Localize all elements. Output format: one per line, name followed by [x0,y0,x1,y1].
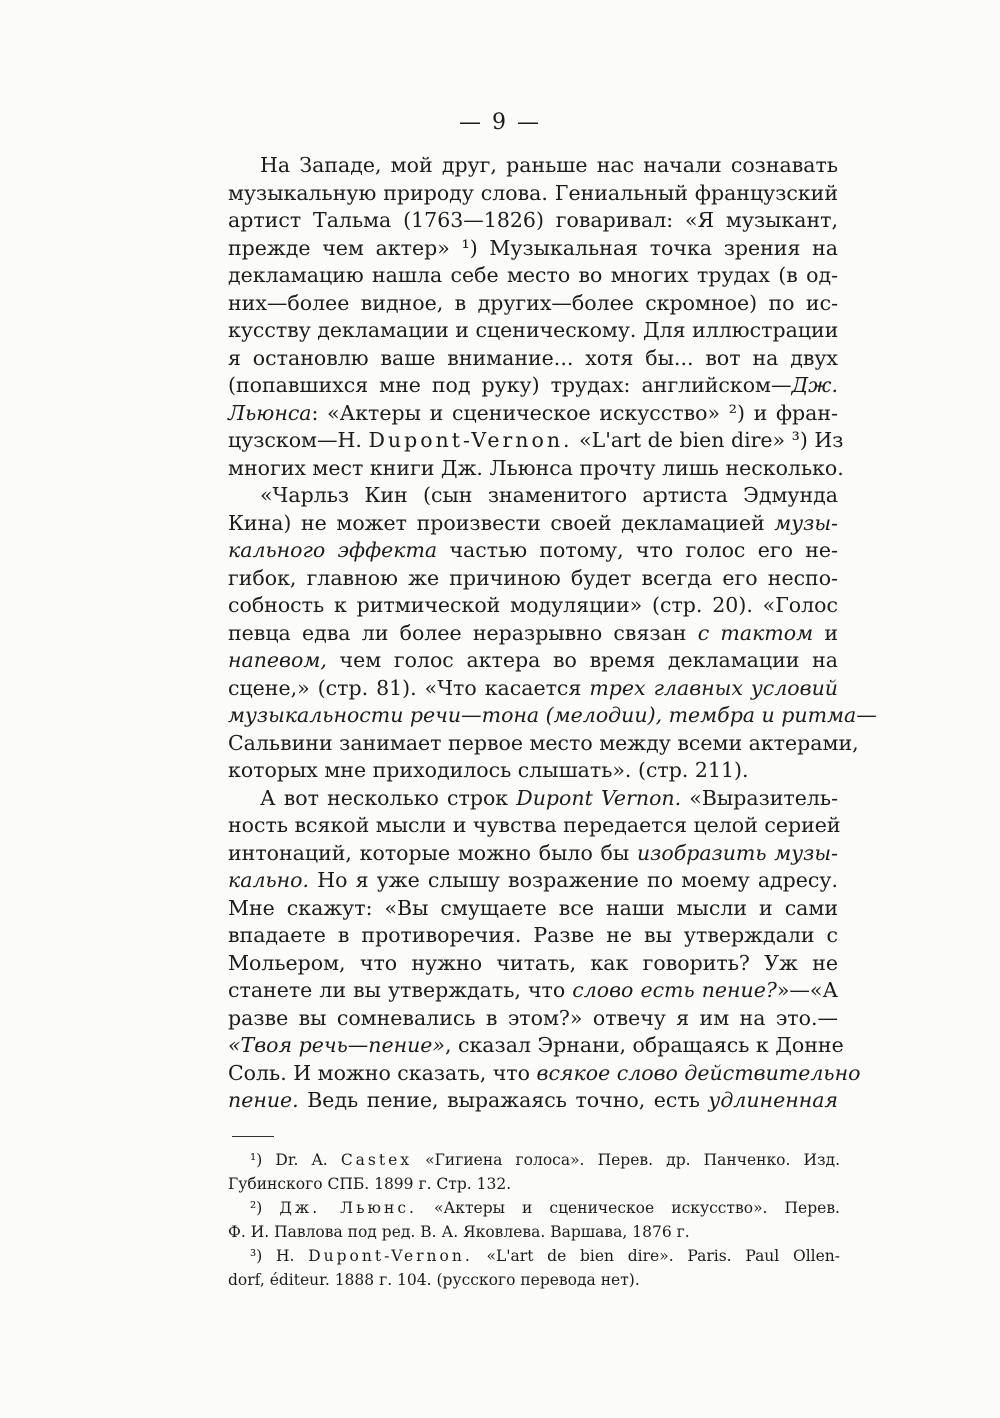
text-line: «Чарльз Кин (сын знаменитого артиста Эдмунда [260,483,838,507]
footnote-line [228,1244,840,1268]
text-line: музыкальную природу слова. Гениальный французский [228,180,838,205]
text-run: сцене,» (стр. 81). «Что касается [228,675,590,700]
text-line [228,867,838,895]
italic-run: изобразить музы- [636,840,838,865]
text-run: А вот несколько строк [260,785,517,810]
text-run: чем голос актера во время декламации на [326,648,838,672]
text-line [228,785,838,813]
footnote-line [228,1148,840,1172]
text-run: Dr. A. [275,1151,341,1169]
italic-run: удлиненная [708,1088,838,1112]
text-line [228,620,838,648]
italic-run: «Твоя речь—пение» [228,1033,445,1057]
author-name: Льюнса [228,400,312,425]
text-line [228,977,838,1005]
text-line: впадаете в противоречия. Разве не вы утверждали с [228,923,838,947]
text-run: певца едва ли более неразрывно связан [228,620,698,645]
text-run: Ведь пение, выражаясь точно, есть [298,1088,709,1112]
text-line: я остановлю ваше внимание... хотя бы... вот на двух [228,345,838,370]
text-line: кусству декламации и сценическому. Для иллюстрации [228,318,839,342]
text-line: На Западе, мой друг, раньше нас начали сознавать [260,153,838,177]
footnote-marker: ²) [250,1199,263,1217]
text-line: многих мест книги Дж. Льюнса прочту лишь несколько. [228,455,844,480]
italic-run: пение. [228,1088,299,1112]
footnote-marker: ³) [250,1247,263,1265]
text-run: , сказал Эрнани, обращаясь к Донне [444,1033,844,1057]
text-line [228,647,838,675]
text-run: Но я уже слышу возражение по моему адресу. [309,868,838,892]
text-line [228,702,877,730]
text-run: «Актеры и сценическое искусство». Перев. [416,1199,840,1217]
text-run: Кина) не может произвести своей декламацией [228,510,775,535]
text-run: частью потому, что голос его не- [437,538,838,562]
text-run: »—«А [776,978,838,1002]
text-line: Мне скажут: «Вы смущаете все наши мысли и сами [228,895,838,920]
text-line: артист Тальма (1763—1826) говаривал: «Я музыкант, [228,208,838,232]
text-line: гибок, главною же причиною будет всегда его неспо- [228,565,838,590]
footnote-line: dorf, éditeur. 1888 г. 104. (русского перевода нет). [228,1271,640,1289]
author-name: Dupont-Vernon. [368,428,573,452]
text-line [228,537,838,565]
footnote-line: Ф. И. Павлова под ред. В. А. Яковлева. Варшава, 1876 г. [228,1223,690,1241]
text-line: ность всякой мысли и чувства передается целой серией [228,813,841,837]
text-line [228,427,844,455]
italic-run: кального эффекта [228,538,438,562]
text-run: Соль. И можно сказать, что [228,1060,537,1085]
text-run: станете ли вы утверждать, что [228,978,573,1002]
text-line [228,400,838,428]
text-run: и [813,620,838,645]
text-line: них—более видное, в других—более скромное) по ис- [228,290,838,315]
italic-run: с тактом [697,620,814,645]
footnote-line: Губинского СПБ. 1899 г. Стр. 132. [228,1175,512,1193]
text-line: разве вы сомневались в этом?» отвечу я им на это.— [228,1005,838,1030]
text-run: «L'art de bien dire». Paris. Paul Ollen- [472,1247,840,1265]
text-run: цузском—Н. [228,428,362,452]
text-line [228,1087,838,1115]
italic-run: всякое слово действительно [536,1060,861,1085]
text-run: «Выразитель- [681,785,839,810]
text-line: собность к ритмической модуляции» (стр. 20). «Голос [228,593,838,617]
italic-run: слово есть пение? [572,978,777,1002]
footnote-line [228,1196,840,1220]
text-line [228,1060,861,1088]
text-line [228,1032,844,1060]
italic-run: трех главных условий [589,675,838,700]
italic-run: музыкальности речи—тона (мелодии), тембра и ритма [228,703,857,727]
italic-run: кально. [228,868,310,892]
text-line [228,510,838,538]
text-run: : «Актеры и сценическое искусство» ²) и фран- [311,400,838,425]
text-line [228,675,838,703]
italic-run: музы- [774,510,838,535]
text-line: Мольером, что нужно читать, как говорить? Уж не [228,950,838,975]
author-name: Dupont-Vernon. [308,1247,473,1265]
text-run: «L'art de bien dire» ³) Из [579,428,844,452]
text-line: которых мне приходилось слышать». (стр. 211). [228,758,749,782]
footnotes [228,1148,840,1292]
text-line [228,840,838,868]
italic-run: напевом, [228,648,327,672]
text-line: прежде чем актер» ¹) Музыкальная точка зрения на [228,235,838,260]
author-name: Castex [340,1151,413,1169]
text-run: интонаций, которые можно было бы [228,840,637,865]
page-number: — 9 — [459,110,541,135]
body-text [228,152,877,1115]
author-name: Dupont Vernon. [516,785,682,810]
text-run: — [856,703,877,727]
text-line: Сальвини занимает первое место между всеми актерами, [228,730,859,755]
text-line [228,372,838,400]
text-run: Н. [276,1247,309,1265]
text-line: декламацию нашла себе место во многих трудах (в од- [228,263,838,287]
text-run: (попавшихся мне под руку) трудах: английском— [228,373,792,397]
footnote-separator [232,1136,274,1137]
text-run: «Гигиена голоса». Перев. др. Панченко. Изд. [412,1151,840,1169]
author-name: Дж. [791,373,838,397]
author-name: Дж. Льюнс. [279,1199,417,1217]
footnote-marker: ¹) [250,1151,263,1169]
